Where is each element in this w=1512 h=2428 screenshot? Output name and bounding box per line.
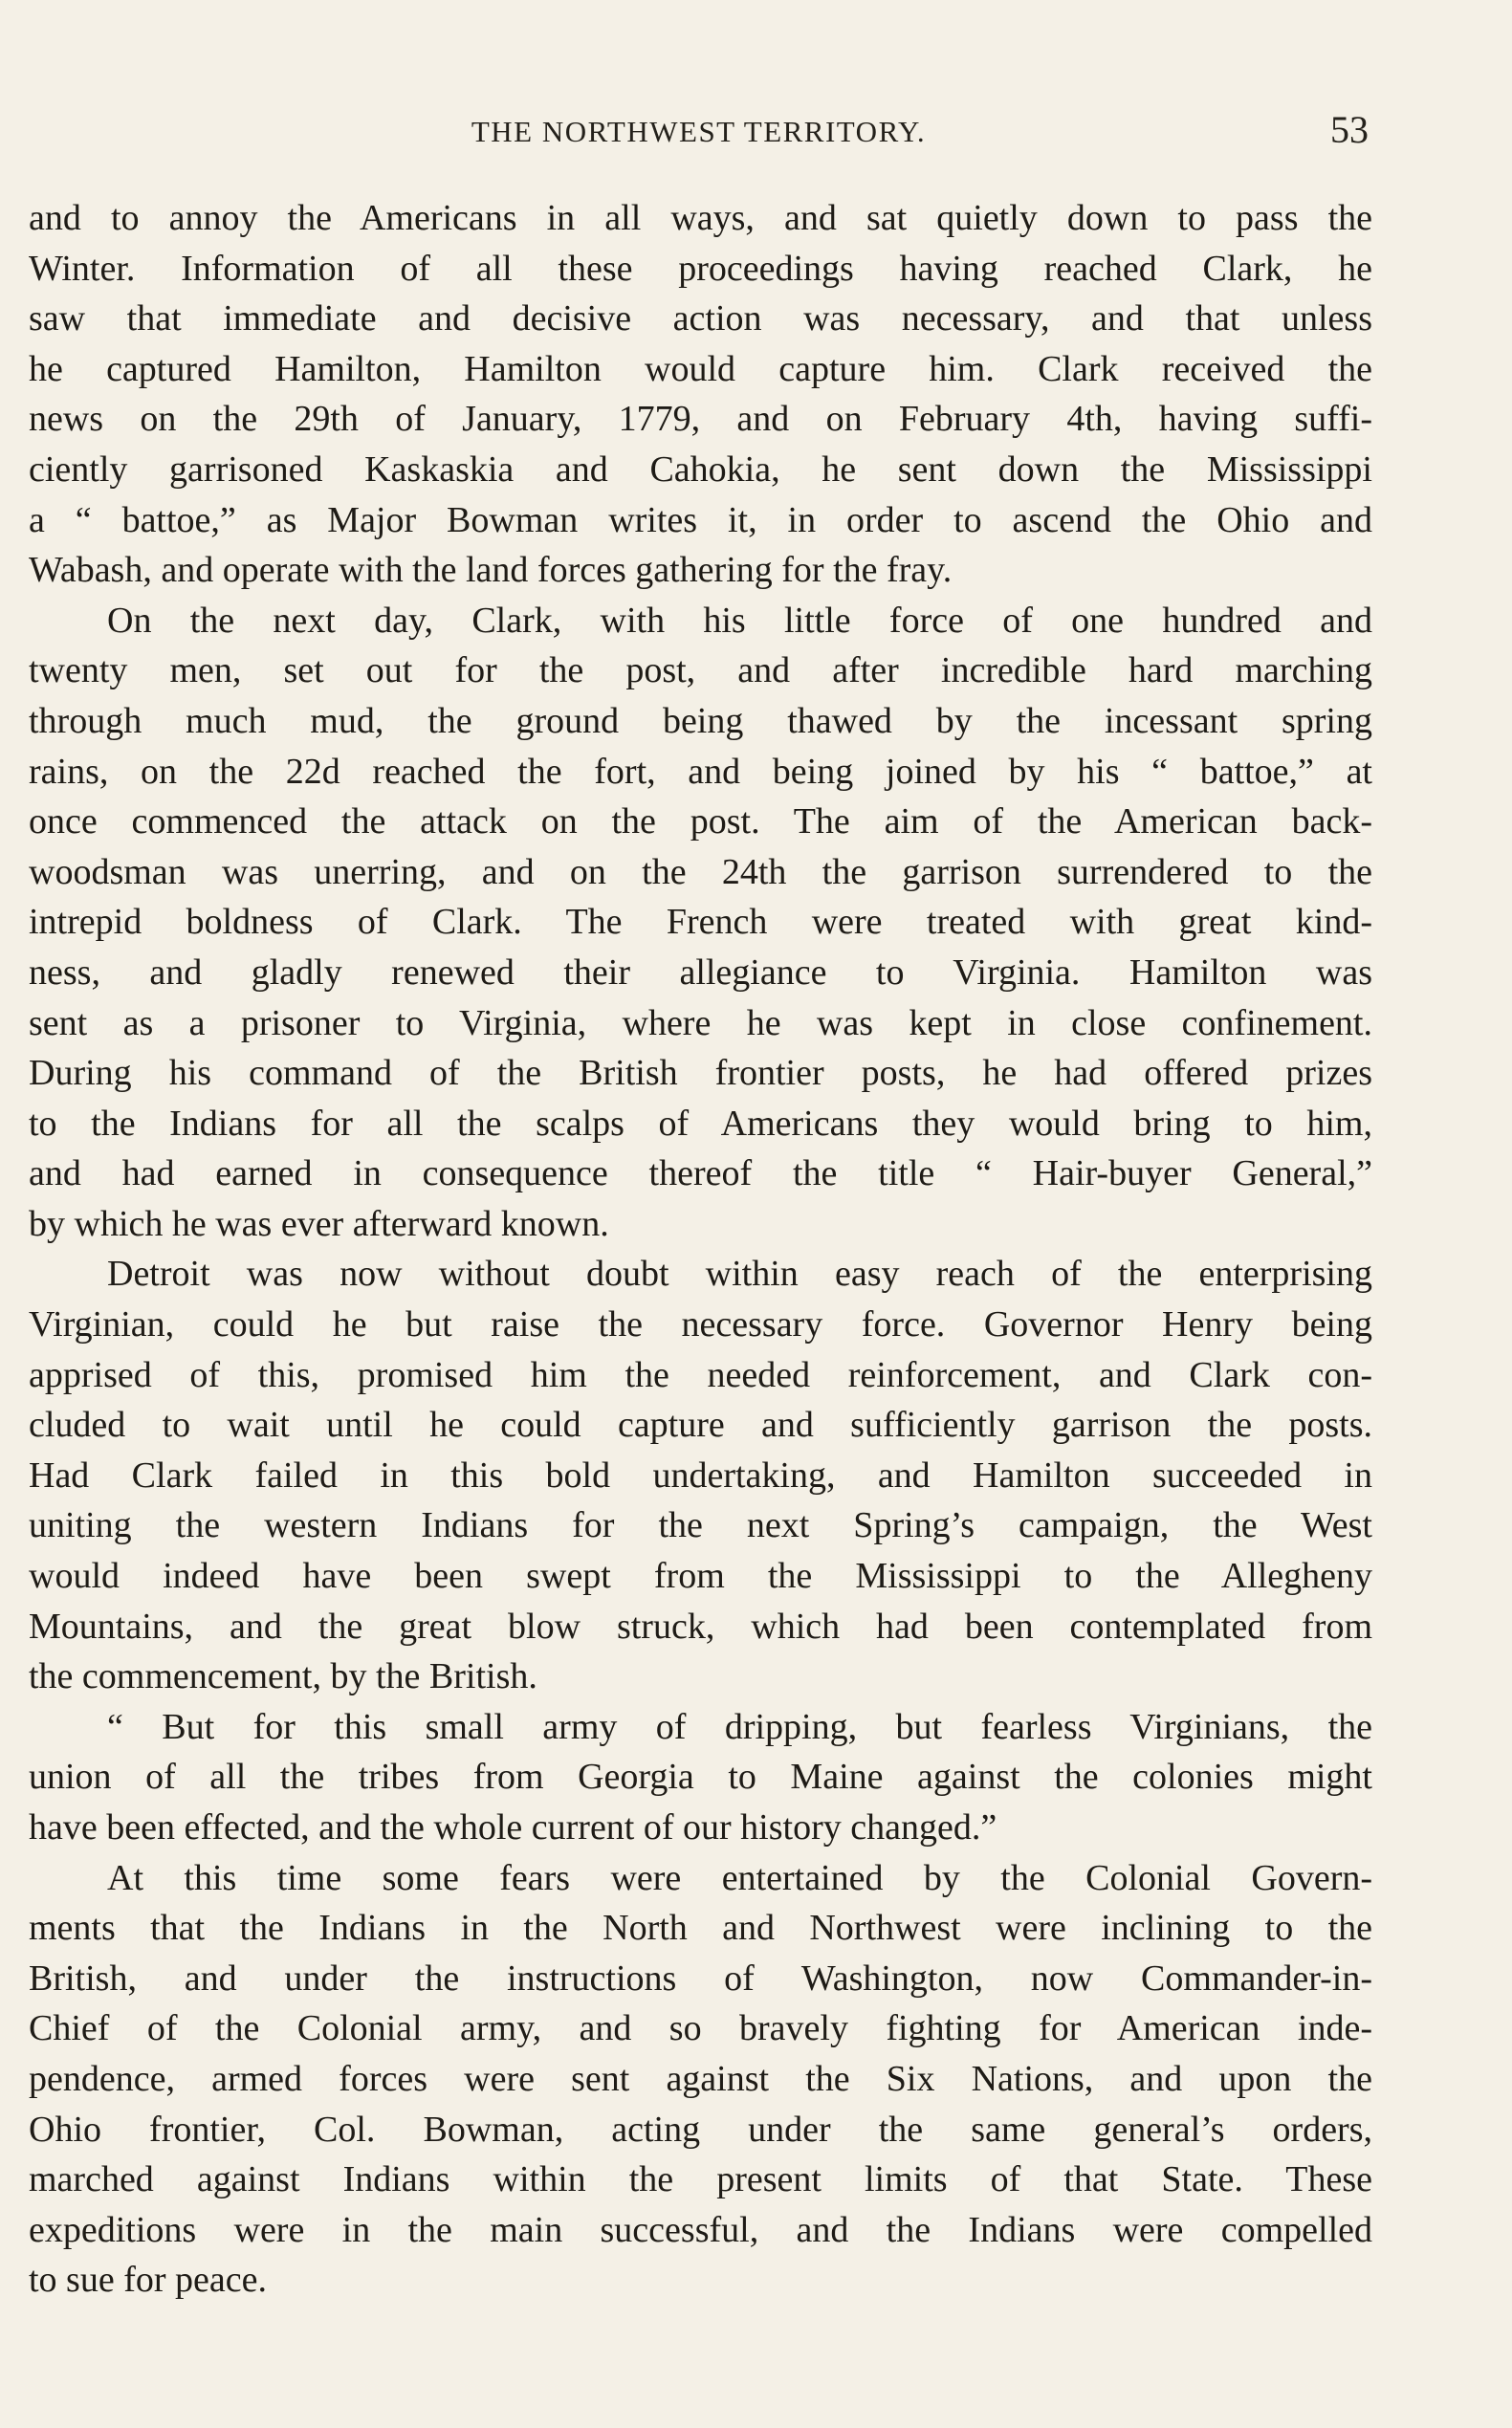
text-line: a “ battoe,” as Major Bowman writes it, in order to ascend the Ohio and <box>29 499 1372 540</box>
text-line: ments that the Indians in the North and Northwest were inclining to the <box>29 1908 1372 1949</box>
text-line: Wabash, and operate with the land forces gathering for the fray. <box>29 550 953 591</box>
text-line: Winter. Information of all these proceedings having reached Clark, he <box>29 248 1372 289</box>
text-line: by which he was ever afterward known. <box>29 1203 609 1244</box>
body-text <box>29 193 1372 2306</box>
text-line: “ But for this small army of dripping, but fearless Virginians, the <box>107 1706 1372 1747</box>
text-line: ness, and gladly renewed their allegiance to Virginia. Hamilton was <box>29 952 1372 993</box>
text-line: and had earned in consequence thereof the title “ Hair-buyer General,” <box>29 1153 1372 1194</box>
text-line: At this time some fears were entertained by the Colonial Govern- <box>107 1857 1372 1898</box>
text-line: have been effected, and the whole current of our history changed.” <box>29 1807 997 1848</box>
text-line: he captured Hamilton, Hamilton would capture him. Clark received the <box>29 348 1372 389</box>
text-line: Virginian, could he but raise the necessary force. Governor Henry being <box>29 1304 1372 1345</box>
text-line: pendence, armed forces were sent against the Six Nations, and upon the <box>29 2058 1372 2099</box>
page-number: 53 <box>1330 108 1369 151</box>
text-line: rains, on the 22d reached the fort, and being joined by his “ battoe,” at <box>29 751 1372 792</box>
text-line: British, and under the instructions of Washington, now Commander-in- <box>29 1958 1372 1999</box>
text-line: uniting the western Indians for the next Spring’s campaign, the West <box>29 1505 1372 1546</box>
text-line: During his command of the British frontier posts, he had offered prizes <box>29 1053 1372 1094</box>
text-line: twenty men, set out for the post, and after incredible hard marching <box>29 650 1372 691</box>
text-line: union of all the tribes from Georgia to Maine against the colonies might <box>29 1757 1372 1798</box>
text-line: news on the 29th of January, 1779, and on February 4th, having suffi- <box>29 399 1372 440</box>
text-line: Detroit was now without doubt within easy reach of the enterprising <box>107 1254 1372 1295</box>
text-line: On the next day, Clark, with his little force of one hundred and <box>107 600 1372 641</box>
text-line: expeditions were in the main successful, and the Indians were compelled <box>29 2209 1372 2250</box>
text-line: Ohio frontier, Col. Bowman, acting under the same general’s orders, <box>29 2109 1372 2150</box>
text-line: the commencement, by the British. <box>29 1656 537 1697</box>
text-line: would indeed have been swept from the Mississippi to the Allegheny <box>29 1556 1372 1597</box>
text-line: sent as a prisoner to Virginia, where he was kept in close confinement. <box>29 1002 1372 1043</box>
text-line: marched against Indians within the present limits of that State. These <box>29 2159 1372 2200</box>
running-title: THE NORTHWEST TERRITORY. <box>471 115 927 148</box>
text-line: once commenced the attack on the post. The aim of the American back- <box>29 801 1372 842</box>
text-line: ciently garrisoned Kaskaskia and Cahokia, he sent down the Mississippi <box>29 448 1372 490</box>
text-line: Mountains, and the great blow struck, which had been contemplated from <box>29 1606 1372 1647</box>
text-line: and to annoy the Americans in all ways, and sat quietly down to pass the <box>29 198 1372 238</box>
running-head <box>29 107 1369 155</box>
text-line: to sue for peace. <box>29 2260 267 2301</box>
text-line: intrepid boldness of Clark. The French were treated with great kind- <box>29 902 1372 943</box>
text-line: to the Indians for all the scalps of Americans they would bring to him, <box>29 1103 1372 1144</box>
text-line: Had Clark failed in this bold undertaking, and Hamilton succeeded in <box>29 1455 1372 1496</box>
text-line: apprised of this, promised him the needed reinforcement, and Clark con- <box>29 1354 1372 1395</box>
text-line: saw that immediate and decisive action was necessary, and that unless <box>29 298 1372 339</box>
text-line: cluded to wait until he could capture and sufficiently garrison the posts. <box>29 1405 1372 1446</box>
text-line: Chief of the Colonial army, and so bravely fighting for American inde- <box>29 2008 1372 2049</box>
text-line: through much mud, the ground being thawed by the incessant spring <box>29 700 1372 741</box>
text-line: woodsman was unerring, and on the 24th the garrison surrendered to the <box>29 851 1372 892</box>
